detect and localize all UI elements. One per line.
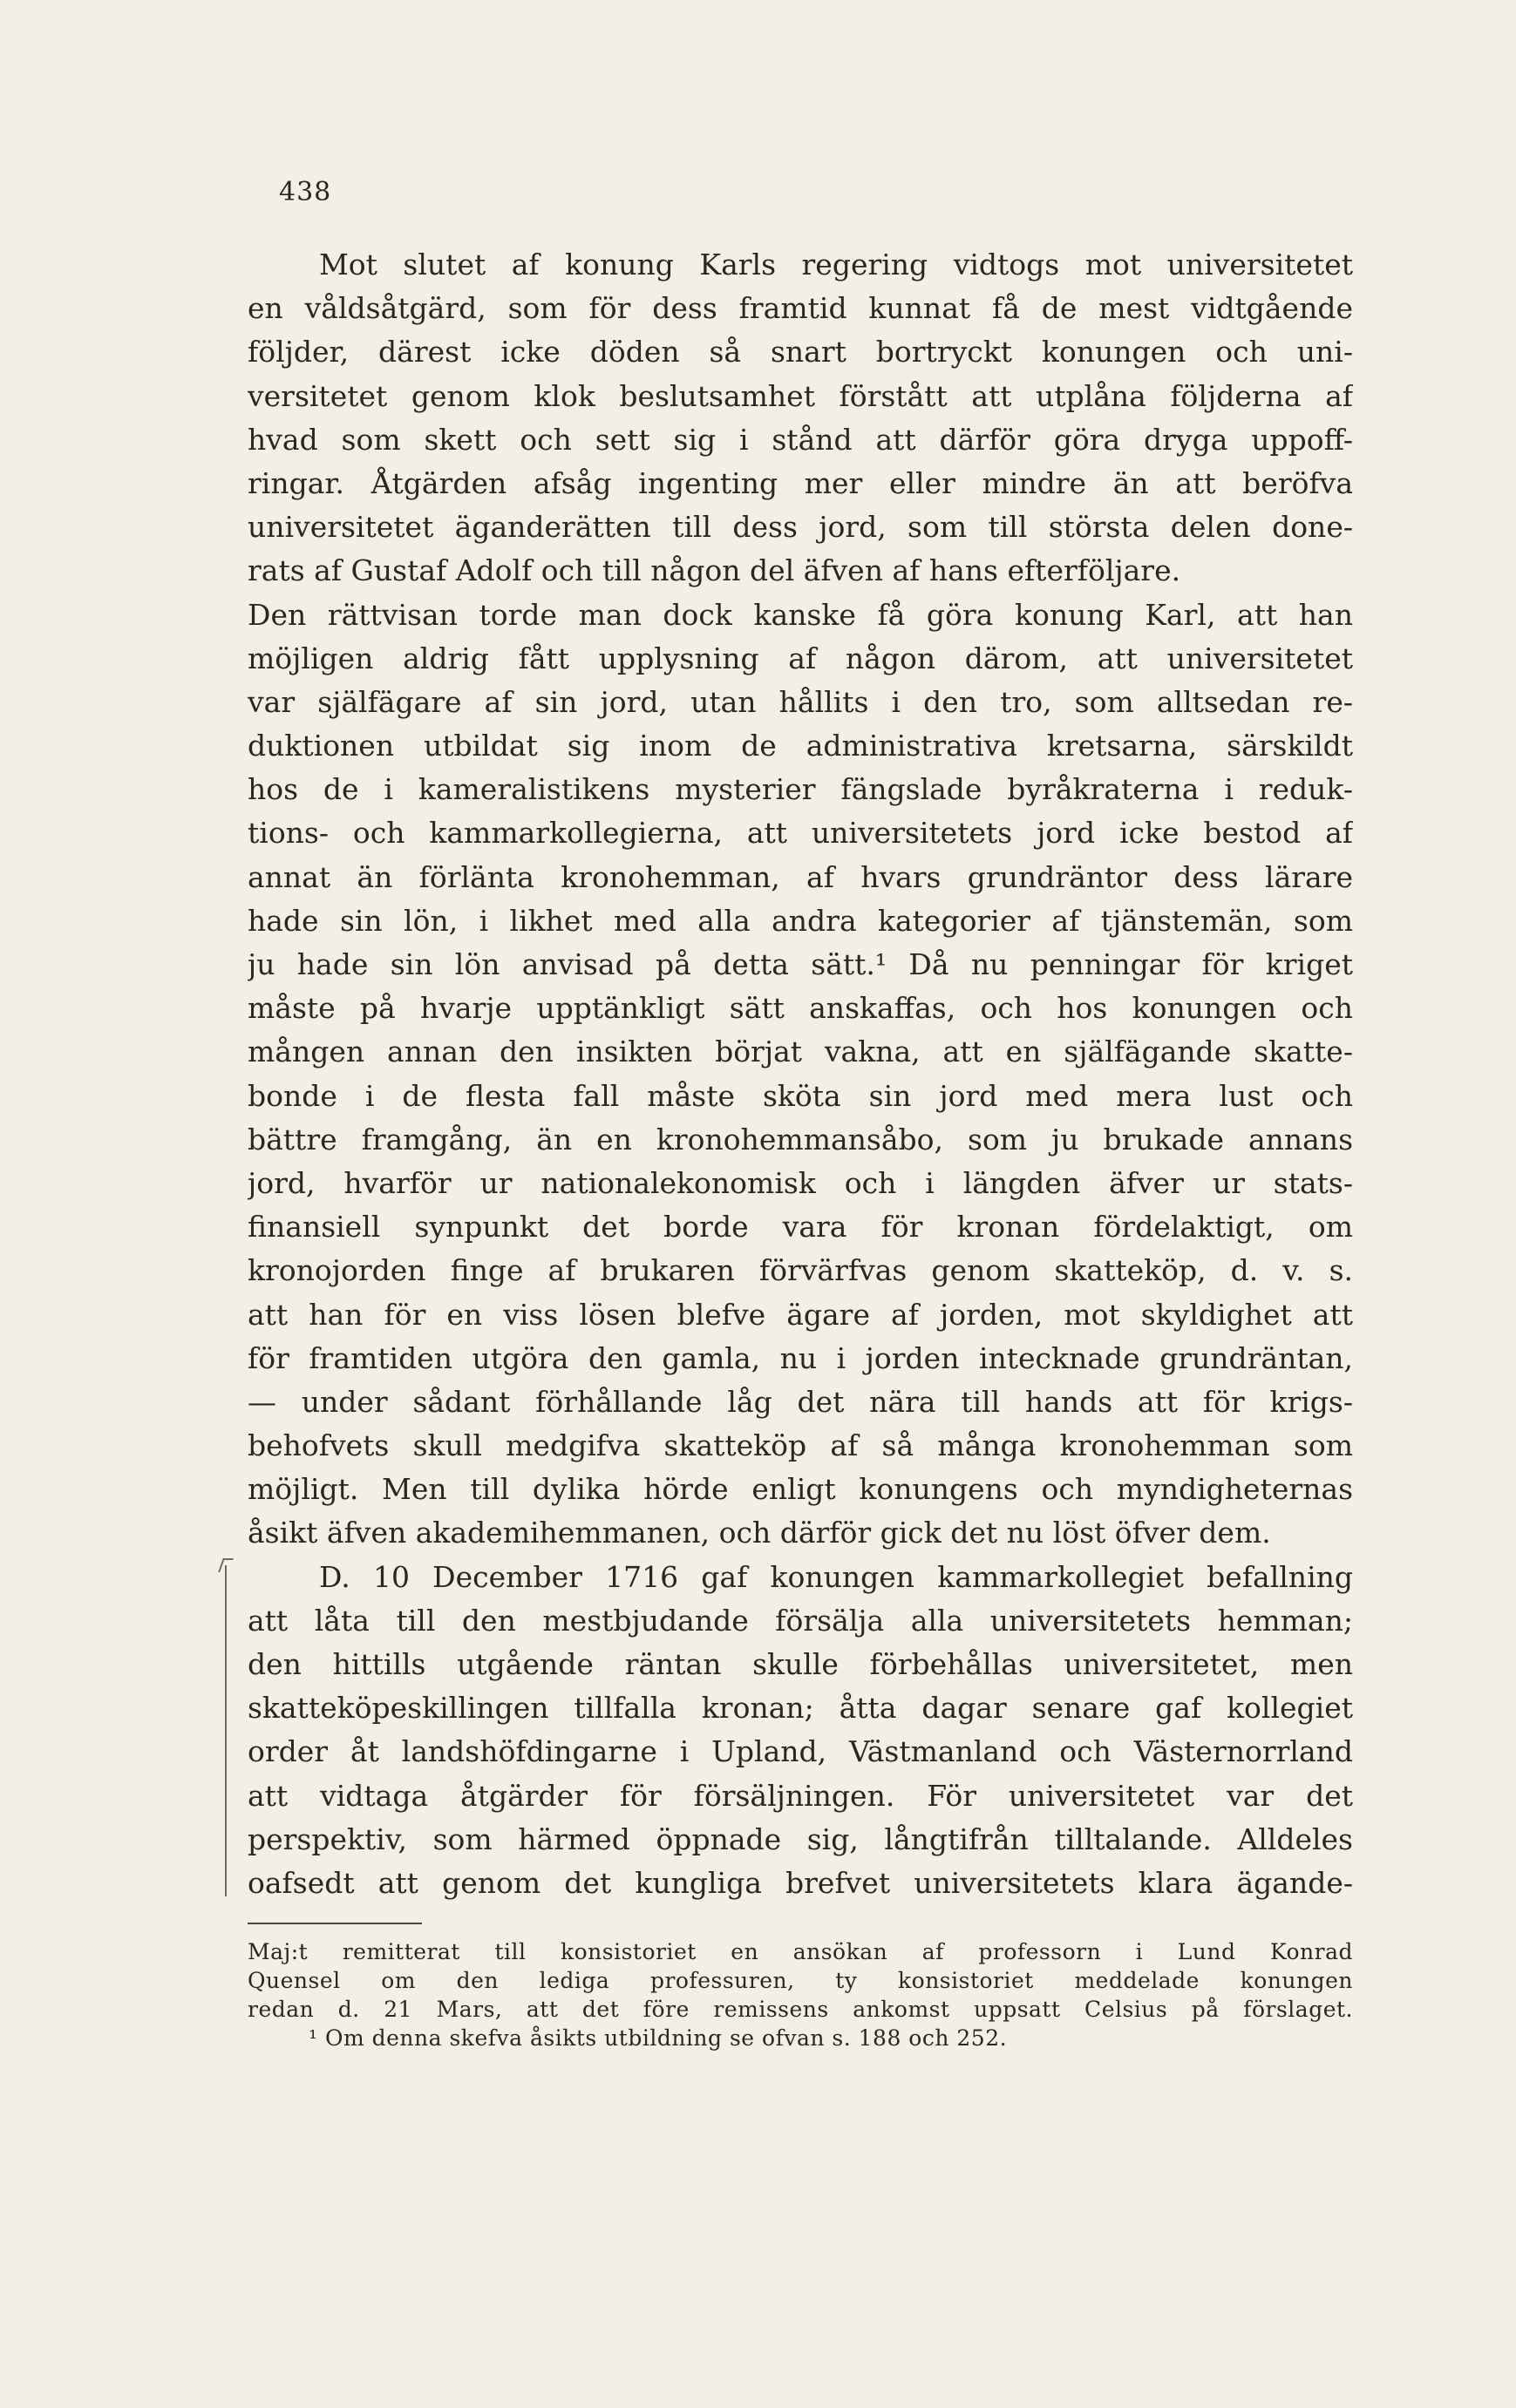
text-line: finansiell synpunkt det borde vara för kronan fördelaktigt, om	[248, 1210, 1353, 1245]
text-line: D. 10 December 1716 gaf konungen kammarkollegiet befallning	[319, 1559, 1353, 1594]
text-line: hos de i kameralistikens mysterier fängslade byråkraterna i reduk-	[248, 772, 1353, 807]
text-line: måste på hvarje upptänkligt sätt anskaffas, och hos konungen och	[248, 991, 1353, 1026]
text-line: ju hade sin lön anvisad på detta sätt.¹ Då nu penningar för kriget	[248, 947, 1353, 981]
text-line: ringar. Åtgärden afsåg ingenting mer eller mindre än att beröfva	[248, 465, 1353, 500]
text-line: hvad som skett och sett sig i stånd att därför göra dryga uppoff-	[248, 422, 1353, 457]
text-line: att låta till den mestbjudande försälja alla universitetets hemman;	[248, 1603, 1353, 1638]
page-number: 438	[279, 177, 332, 207]
text-line: universitetet äganderätten till dess jord, som till största delen done-	[248, 510, 1353, 545]
text-line: order åt landshöfdingarne i Upland, Västmanland och Västernorrland	[248, 1734, 1353, 1769]
text-line: — under sådant förhållande låg det nära till hands att för krigs-	[248, 1384, 1353, 1419]
footnote-line: redan d. 21 Mars, att det före remissens ankomst uppsatt Celsius på förslaget.	[248, 1997, 1353, 2022]
text-line: åsikt äfven akademihemmanen, och därför gick det nu löst öfver dem.	[248, 1516, 1271, 1550]
text-line: mången annan den insikten börjat vakna, att en själfägande skatte-	[248, 1034, 1353, 1069]
text-line: versitetet genom klok beslutsamhet förstått att utplåna följderna af	[248, 378, 1353, 413]
text-line: duktionen utbildat sig inom de administrativa kretsarna, särskildt	[248, 729, 1353, 763]
body-text	[248, 243, 1353, 1905]
text-line: jord, hvarför ur nationalekonomisk och i längden äfver ur stats-	[248, 1165, 1353, 1200]
footnote-line: Quensel om den lediga professuren, ty konsistoriet meddelade konungen	[248, 1968, 1353, 1993]
text-line: den hittills utgående räntan skulle förbehållas universitetet, men	[248, 1647, 1353, 1681]
text-line: möjligen aldrig fått upplysning af någon därom, att universitetet	[248, 641, 1353, 675]
text-line: att vidtaga åtgärder för försäljningen. För universitetet var det	[248, 1778, 1353, 1813]
text-line: följder, därest icke döden så snart bortryckt konungen och uni-	[248, 335, 1353, 370]
text-line: möjligt. Men till dylika hörde enligt konungens och myndigheternas	[248, 1472, 1353, 1507]
text-line: var själfägare af sin jord, utan hållits i den tro, som alltsedan re-	[248, 684, 1353, 719]
text-line: bättre framgång, än en kronohemmansåbo, som ju brukade annans	[248, 1122, 1353, 1157]
text-line: Den rättvisan torde man dock kanske få göra konung Karl, att han	[248, 597, 1353, 632]
footnote-divider	[248, 1923, 422, 1924]
footnote-line: ¹ Om denna skefva åsikts utbildning se ofvan s. 188 och 252.	[309, 2025, 1008, 2051]
text-line: kronojorden finge af brukaren förvärfvas genom skatteköp, d. v. s.	[248, 1253, 1353, 1288]
text-line: perspektiv, som härmed öppnade sig, långtifrån tilltalande. Alldeles	[248, 1821, 1353, 1856]
text-line: hade sin lön, i likhet med alla andra kategorier af tjänstemän, som	[248, 903, 1353, 938]
text-line: rats af Gustaf Adolf och till någon del äfven af hans efterföljare.	[248, 553, 1181, 588]
text-line: bonde i de flesta fall måste sköta sin jord med mera lust och	[248, 1078, 1353, 1113]
footnote-line: Maj:t remitterat till konsistoriet en ansökan af professorn i Lund Konrad	[248, 1939, 1353, 1964]
text-line: behofvets skull medgifva skatteköp af så många kronohemman som	[248, 1428, 1353, 1463]
text-line: tions- och kammarkollegierna, att universitetets jord icke bestod af	[248, 816, 1353, 851]
text-line: för framtiden utgöra den gamla, nu i jorden intecknade grundräntan,	[248, 1340, 1353, 1375]
margin-line	[225, 1565, 227, 1896]
text-line: oafsedt att genom det kungliga brefvet universitetets klara ägande-	[248, 1865, 1353, 1900]
text-line: annat än förlänta kronohemman, af hvars grundräntor dess lärare	[248, 859, 1353, 894]
footnotes	[248, 1937, 1353, 2052]
text-line: att han för en viss lösen blefve ägare af jorden, mot skyldighet att	[248, 1297, 1353, 1332]
text-line: en våldsåtgärd, som för dess framtid kunnat få de mest vidtgående	[248, 291, 1353, 326]
text-line: Mot slutet af konung Karls regering vidtogs mot universitetet	[319, 248, 1353, 281]
text-line: skatteköpeskillingen tillfalla kronan; åtta dagar senare gaf kollegiet	[248, 1691, 1353, 1726]
